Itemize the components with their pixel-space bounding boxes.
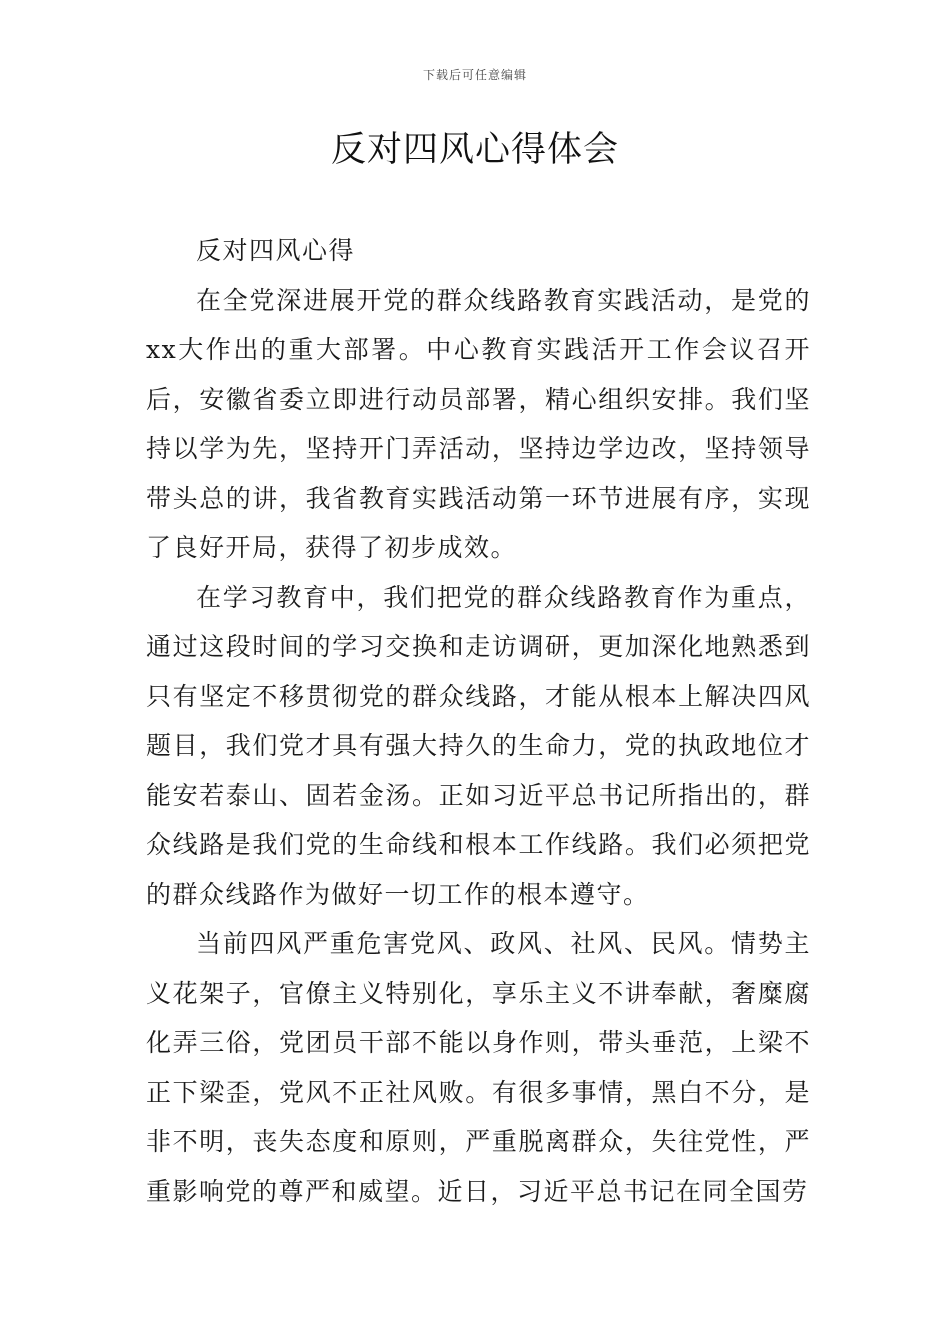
- document-body: [146, 226, 811, 1216]
- paragraph-3: 当前四风严重危害党风、政风、社风、民风。情势主义花架子，官僚主义特别化，享乐主义不讲奉献，奢糜腐化弄三俗，党团员干部不能以身作则，带头垂范，上梁不正下梁歪，党风不正社风败。有很多事情，黑白不分，是非不明，丧失态度和原则，严重脱离群众，失往党性，严重影响党的尊严和威望。近日，习近平总书记在同全国劳: [146, 929, 811, 1206]
- document-title: 反对四风心得体会: [330, 130, 619, 170]
- paragraph-1: 在全党深进展开党的群众线路教育实践活动，是党的xx大作出的重大部署。中心教育实践活开工作会议召开后，安徽省委立即进行动员部署，精心组织安排。我们坚持以学为先，坚持开门弄活动，坚持边学边改，坚持领导带头总的讲，我省教育实践活动第一环节进展有序，实现了良好开局，获得了初步成效。: [146, 285, 811, 562]
- paragraph-2: 在学习教育中，我们把党的群众线路教育作为重点，通过这段时间的学习交换和走访调研，更加深化地熟悉到只有坚定不移贯彻党的群众线路，才能从根本上解决四风题目，我们党才具有强大持久的生命力，党的执政地位才能安若泰山、固若金汤。正如习近平总书记所指出的，群众线路是我们党的生命线和根本工作线路。我们必须把党的群众线路作为做好一切工作的根本遵守。: [146, 582, 811, 909]
- document-subtitle: 反对四风心得: [196, 236, 356, 265]
- header-note: 下载后可任意编辑: [422, 68, 527, 82]
